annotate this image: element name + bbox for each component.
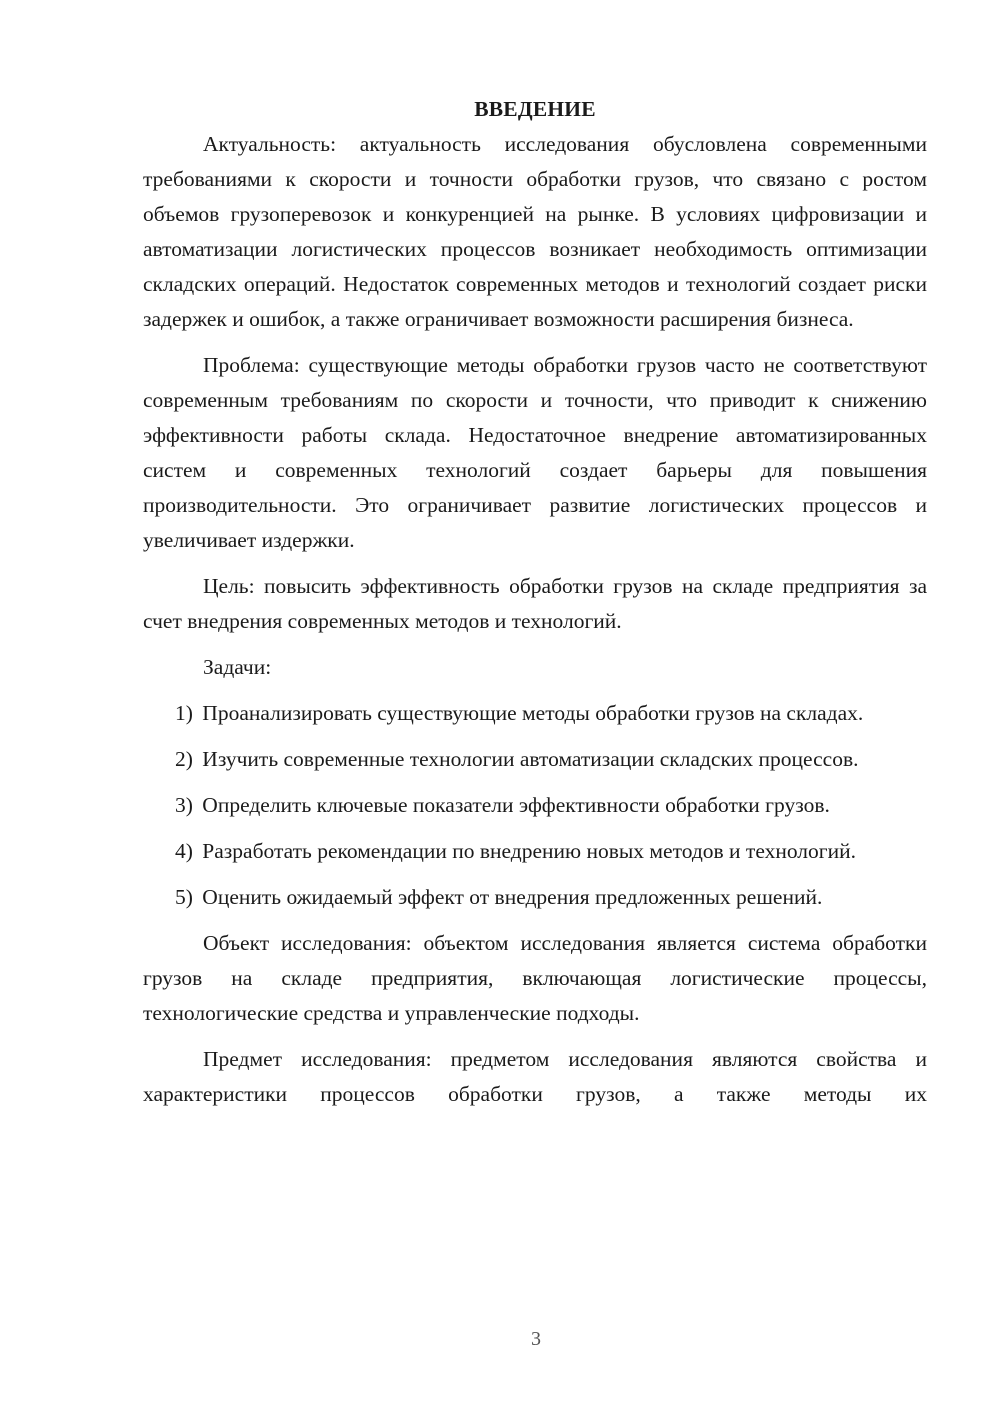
task-number: 2) (175, 747, 193, 771)
task-number: 1) (175, 701, 193, 725)
task-number: 3) (175, 793, 193, 817)
subject-paragraph: Предмет исследования: предметом исследования являются свойства и характеристики процессов обработки грузов, а также методы их (143, 1047, 927, 1106)
task-number: 4) (175, 839, 193, 863)
goal-paragraph: Цель: повысить эффективность обработки грузов на складе предприятия за счет внедрения современных методов и технологий. (143, 574, 927, 633)
task-item-3 (143, 788, 927, 823)
tasks-heading: Задачи: (203, 655, 272, 679)
task-number: 5) (175, 885, 193, 909)
task-text: Разработать рекомендации по внедрению новых методов и технологий. (202, 839, 856, 863)
task-text: Проанализировать существующие методы обработки грузов на складах. (202, 701, 864, 725)
task-text: Определить ключевые показатели эффективности обработки грузов. (202, 793, 830, 817)
relevance-paragraph: Актуальность: актуальность исследования обусловлена современными требованиями к скорости и точности обработки грузов, что связано с ростом объемов грузоперевозок и конкуренцией на рынке. В условиях цифровизации и автоматизации логистических процессов возникает необходимость оптимизации складских операций. Недостаток современных методов и технологий создает риски задержек и ошибок, а также ограничивает возможности расширения бизнеса. (143, 132, 927, 331)
task-item-2 (143, 742, 927, 777)
task-text: Оценить ожидаемый эффект от внедрения предложенных решений. (202, 885, 823, 909)
page-number: 3 (531, 1328, 541, 1350)
section-title: ВВЕДЕНИЕ (474, 97, 596, 121)
task-item-1 (143, 696, 927, 731)
document-body (143, 92, 927, 1123)
task-text: Изучить современные технологии автоматизации складских процессов. (202, 747, 859, 771)
problem-paragraph: Проблема: существующие методы обработки грузов часто не соответствуют современным требованиям по скорости и точности, что приводит к снижению эффективности работы склада. Недостаточное внедрение автоматизированных систем и современных технологий создает барьеры для повышения производительности. Это ограничивает развитие логистических процессов и увеличивает издержки. (143, 353, 927, 552)
object-paragraph: Объект исследования: объектом исследования является система обработки грузов на складе предприятия, включающая логистические процессы, технологические средства и управленческие подходы. (143, 931, 927, 1025)
task-item-5 (143, 880, 927, 915)
task-item-4 (143, 834, 927, 869)
